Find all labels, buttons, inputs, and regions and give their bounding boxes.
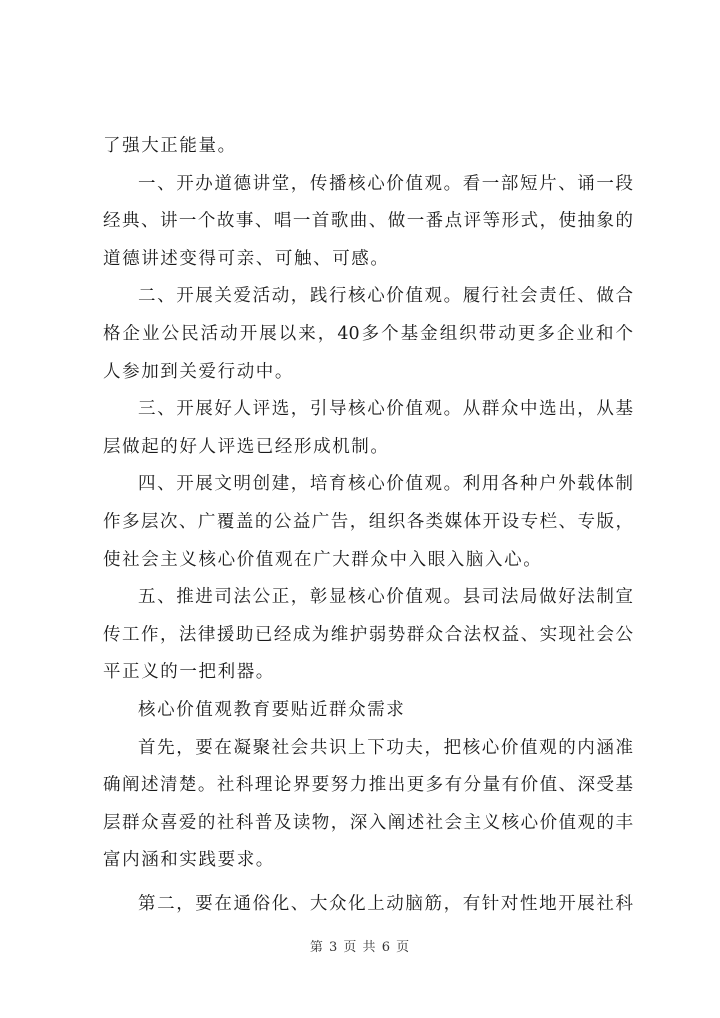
- body-text: [103, 128, 633, 923]
- paragraph-line: 二、开展关爱活动，践行核心价值观。履行社会责任、做合: [138, 286, 633, 307]
- paragraph-line: 层群众喜爱的社科普及读物，深入阐述社会主义核心价值观的丰: [103, 812, 633, 833]
- paragraph-line: 四、开展文明创建，培育核心价值观。利用各种户外载体制: [138, 474, 633, 495]
- paragraph-line: 格企业公民活动开展以来，40多个基金组织带动更多企业和个: [103, 323, 633, 344]
- paragraph-line: 首先，要在凝聚社会共识上下功夫，把核心价值观的内涵准: [138, 737, 633, 758]
- paragraph-line: 使社会主义核心价值观在广大群众中入眼入脑入心。: [103, 549, 543, 570]
- paragraph-line: 了强大正能量。: [103, 136, 237, 156]
- paragraph-line: 平正义的一把利器。: [103, 662, 275, 683]
- paragraph-line: 道德讲述变得可亲、可触、可感。: [103, 248, 390, 269]
- paragraph-line: 一、开办道德讲堂，传播核心价值观。看一部短片、诵一段: [138, 173, 633, 194]
- section-heading: 核心价值观教育要贴近群众需求: [138, 699, 406, 720]
- page-number: 第 3 页 共 6 页: [309, 940, 411, 955]
- paragraph-line: 传工作，法律援助已经成为维护弱势群众合法权益、实现社会公: [103, 624, 633, 645]
- paragraph-line: 人参加到关爱行动中。: [103, 361, 294, 382]
- paragraph-line: 三、开展好人评选，引导核心价值观。从群众中选出，从基: [138, 399, 633, 420]
- paragraph-line: 富内涵和实践要求。: [103, 850, 275, 871]
- paragraph-line: 作多层次、广覆盖的公益广告，组织各类媒体开设专栏、专版，: [103, 511, 633, 532]
- paragraph-line: 经典、讲一个故事、唱一首歌曲、做一番点评等形式，使抽象的: [103, 211, 633, 232]
- paragraph-line: 确阐述清楚。社科理论界要努力推出更多有分量有价值、深受基: [103, 775, 633, 796]
- paragraph-line: 层做起的好人评选已经形成机制。: [103, 436, 390, 457]
- paragraph-line: 五、推进司法公正，彰显核心价值观。县司法局做好法制宣: [138, 587, 633, 608]
- paragraph-line: 第二，要在通俗化、大众化上动脑筋，有针对性地开展社科: [138, 893, 633, 914]
